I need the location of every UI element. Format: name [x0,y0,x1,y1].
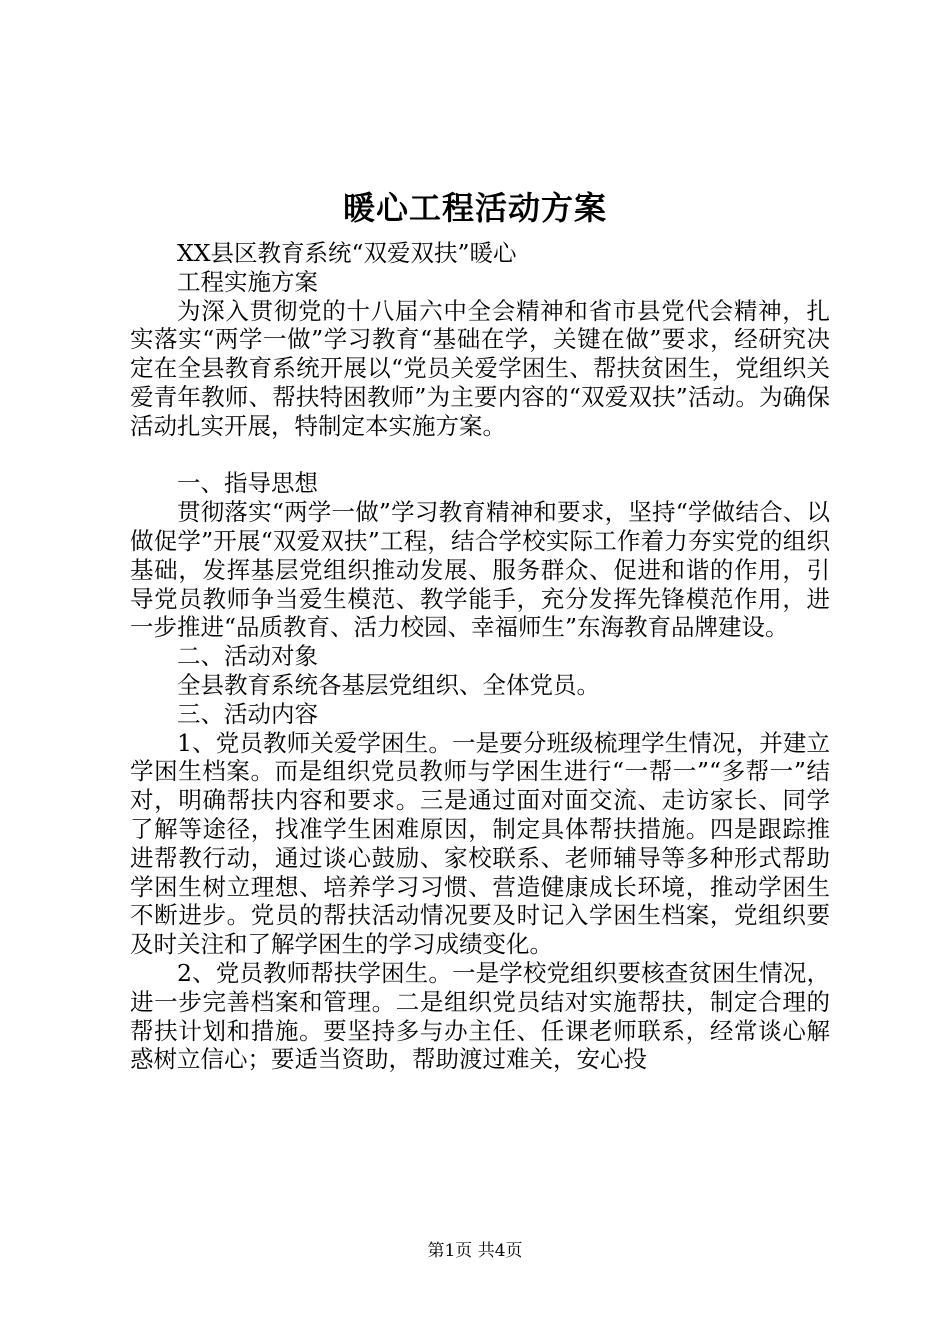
guiding-thought-paragraph: 贯彻落实“两学一做”学习教育精神和要求，坚持“学做结合、以做促学”开展“双爱双扶”工程，结合学校实际工作着力夯实党的组织基础，发挥基层党组织推动发展、服务群众、促进和谐的作用，引导党员教师争当爱生模范、教学能手，充分发挥先锋模范作用，进一步推进“品质教育、活力校园、幸福师生”东海教育品牌建设。 [130,498,830,642]
document-body [130,239,830,1074]
section-heading-guiding-thought: 一、指导思想 [177,469,318,498]
activity-content-item-2: 2、党员教师帮扶学困生。一是学校党组织要核查贫困生情况，进一步完善档案和管理。二是组织党员结对实施帮扶，制定合理的帮扶计划和措施。要坚持多与办主任、任课老师联系，经常谈心解惑树立信心；要适当资助，帮助渡过难关，安心投 [130,958,830,1074]
paragraph-gap [130,441,830,470]
intro-paragraph: 为深入贯彻党的十八届六中全会精神和省市县党代会精神，扎实落实“两学一做”学习教育“基础在学，关键在做”要求，经研究决定在全县教育系统开展以“党员关爱学困生、帮扶贫困生，党组织关爱青年教师、帮扶特困教师”为主要内容的“双爱双扶”活动。为确保活动扎实开展，特制定本实施方案。 [130,296,830,440]
activity-content-item-1: 1、党员教师关爱学困生。一是要分班级梳理学生情况，并建立学困生档案。而是组织党员教师与学困生进行“一帮一”“多帮一”结对，明确帮扶内容和要求。三是通过面对面交流、走访家长、同学了解等途径，找准学生困难原因，制定具体帮扶措施。四是跟踪推进帮教行动，通过谈心鼓励、家校联系、老师辅导等多种形式帮助学困生树立理想、培养学习习惯、营造健康成长环境，推动学困生不断进步。党员的帮扶活动情况要及时记入学困生档案，党组织要及时关注和了解学困生的学习成绩变化。 [130,728,830,959]
subtitle-line-2: 工程实施方案 [177,267,318,296]
activity-target-paragraph: 全县教育系统各基层党组织、全体党员。 [177,670,600,699]
section-heading-activity-target: 二、活动对象 [177,642,318,671]
page-footer: 第1页 共4页 [427,1241,523,1261]
document-title: 暖心工程活动方案 [342,189,607,227]
section-heading-activity-content: 三、活动内容 [177,699,318,728]
subtitle-line-1: XX县区教育系统“双爱双扶”暖心 [177,239,517,267]
